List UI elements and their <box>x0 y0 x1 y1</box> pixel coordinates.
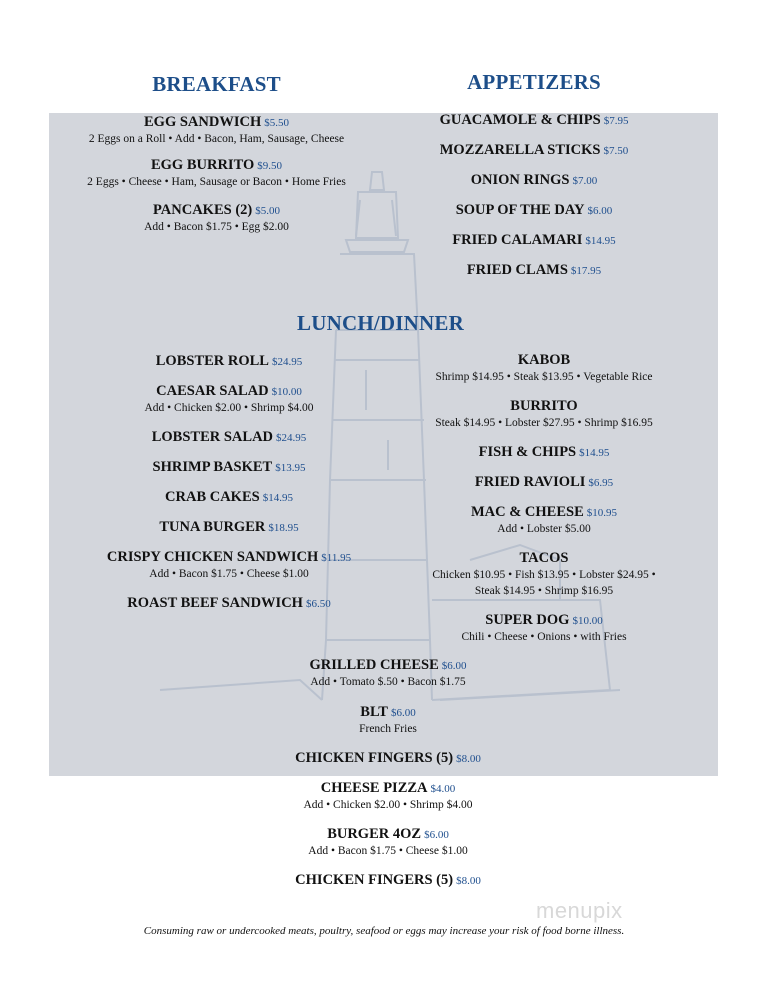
item-price: $6.00 <box>587 205 613 217</box>
menu-item <box>400 443 688 461</box>
item-name: GRILLED CHEESE <box>309 657 439 673</box>
item-price: $7.50 <box>603 145 629 157</box>
item-price: $17.95 <box>570 265 602 277</box>
item-description: Add • Bacon $1.75 • Egg $2.00 <box>144 221 289 233</box>
item-name: MOZZARELLA STICKS <box>439 142 601 158</box>
item-price: $10.95 <box>586 507 618 519</box>
item-description: 2 Eggs • Cheese • Ham, Sausage or Bacon • Home Fries <box>87 176 346 188</box>
item-description: 2 Eggs on a Roll • Add • Bacon, Ham, Sausage, Cheese <box>88 133 345 145</box>
item-name: CHICKEN FINGERS (5) <box>295 872 454 888</box>
item-name: SOUP OF THE DAY <box>455 202 585 218</box>
item-name: CRAB CAKES <box>165 489 260 505</box>
item-name: CHEESE PIZZA <box>320 780 428 796</box>
item-description: Add • Tomato $.50 • Bacon $1.75 <box>310 676 466 688</box>
menu-item <box>244 656 532 690</box>
item-description: Add • Bacon $1.75 • Cheese $1.00 <box>149 568 309 580</box>
menu-item <box>384 231 684 249</box>
item-price: $6.50 <box>305 598 331 610</box>
item-description-continued: Steak $14.95 • Shrimp $16.95 <box>474 585 614 597</box>
menu-item <box>49 518 409 536</box>
menu-item <box>384 141 684 159</box>
item-price: $9.50 <box>257 160 283 172</box>
menu-item <box>49 156 384 190</box>
item-price: $7.95 <box>603 115 629 127</box>
item-price: $8.00 <box>456 875 481 887</box>
menu-item <box>49 458 409 476</box>
item-price: $14.95 <box>579 447 610 459</box>
menu-item <box>244 825 532 859</box>
menu-item <box>49 113 384 147</box>
lunch-dinner-heading: LUNCH/DINNER <box>297 311 464 335</box>
item-price: $24.95 <box>271 356 303 368</box>
menu-item <box>400 549 688 599</box>
item-name: FRIED CALAMARI <box>452 232 583 248</box>
menu-item <box>384 171 684 189</box>
item-name: LOBSTER SALAD <box>151 429 274 445</box>
item-price: $24.95 <box>276 432 307 444</box>
item-name: BLT <box>360 704 388 720</box>
menu-item <box>49 352 409 370</box>
food-safety-disclaimer: Consuming raw or undercooked meats, poultry, seafood or eggs may increase your risk of food borne illness. <box>143 925 625 937</box>
item-name: KABOB <box>517 352 571 368</box>
menu-item <box>49 488 409 506</box>
item-description: Add • Chicken $2.00 • Shrimp $4.00 <box>144 402 314 414</box>
menu-item <box>384 261 684 279</box>
item-description: Shrimp $14.95 • Steak $13.95 • Vegetable Rice <box>435 371 653 383</box>
item-name: ONION RINGS <box>470 172 570 188</box>
item-price: $6.00 <box>441 660 467 672</box>
item-price: $8.00 <box>456 753 481 765</box>
menu-item <box>49 201 384 235</box>
item-description: Chili • Cheese • Onions • with Fries <box>461 631 627 643</box>
item-name: ROAST BEEF SANDWICH <box>127 595 303 611</box>
item-name: TACOS <box>519 550 569 566</box>
item-price: $6.00 <box>424 829 449 841</box>
item-name: SHRIMP BASKET <box>152 459 273 475</box>
item-price: $7.00 <box>572 175 598 187</box>
menu-item <box>400 611 688 645</box>
item-price: $4.00 <box>430 783 456 795</box>
menu-item <box>384 201 684 219</box>
item-name: CAESAR SALAD <box>156 383 269 399</box>
menu-item <box>244 749 532 767</box>
menu-item <box>400 503 688 537</box>
menu-item <box>384 111 684 129</box>
item-price: $13.95 <box>275 462 306 474</box>
item-price: $11.95 <box>321 552 352 564</box>
item-name: EGG SANDWICH <box>144 114 262 130</box>
item-price: $6.00 <box>390 707 416 719</box>
item-price: $14.95 <box>585 235 616 247</box>
item-name: FISH & CHIPS <box>478 444 577 460</box>
item-name: MAC & CHEESE <box>470 504 584 520</box>
item-description: Chicken $10.95 • Fish $13.95 • Lobster $24.95 • <box>432 569 656 581</box>
item-name: BURRITO <box>510 398 578 414</box>
item-name: CHICKEN FINGERS (5) <box>295 750 454 766</box>
menu-item <box>244 871 532 889</box>
item-description: French Fries <box>359 723 417 735</box>
item-name: SUPER DOG <box>485 612 570 628</box>
item-price: $10.00 <box>572 615 603 627</box>
menu-item <box>244 703 532 737</box>
item-name: TUNA BURGER <box>159 519 266 535</box>
menu-item <box>244 779 532 813</box>
item-name: BURGER 4OZ <box>327 826 422 842</box>
item-name: LOBSTER ROLL <box>155 353 269 369</box>
item-description: Add • Bacon $1.75 • Cheese $1.00 <box>308 845 468 857</box>
item-name: EGG BURRITO <box>150 157 255 173</box>
item-name: CRISPY CHICKEN SANDWICH <box>106 549 319 565</box>
menu-item <box>400 473 688 491</box>
menu-item <box>49 594 409 612</box>
item-name: FRIED RAVIOLI <box>474 474 586 490</box>
item-description: Steak $14.95 • Lobster $27.95 • Shrimp $16.95 <box>435 417 653 429</box>
breakfast-heading: BREAKFAST <box>152 72 281 96</box>
item-price: $5.00 <box>255 205 280 217</box>
menupix-watermark: menupix <box>536 898 623 923</box>
item-description: Add • Lobster $5.00 <box>497 523 591 535</box>
item-name: FRIED CLAMS <box>466 262 568 278</box>
item-price: $6.95 <box>588 477 614 489</box>
item-price: $18.95 <box>268 522 299 534</box>
menu-item <box>400 397 688 431</box>
appetizers-heading: APPETIZERS <box>467 70 601 94</box>
item-name: GUACAMOLE & CHIPS <box>439 112 601 128</box>
menu-item <box>49 548 409 582</box>
menu-item <box>49 382 409 416</box>
item-price: $10.00 <box>271 386 302 398</box>
item-name: PANCAKES (2) <box>153 202 253 218</box>
item-price: $5.50 <box>264 117 289 129</box>
menu-item <box>49 428 409 446</box>
item-description: Add • Chicken $2.00 • Shrimp $4.00 <box>303 799 473 811</box>
menu-item <box>400 351 688 385</box>
item-price: $14.95 <box>262 492 293 504</box>
